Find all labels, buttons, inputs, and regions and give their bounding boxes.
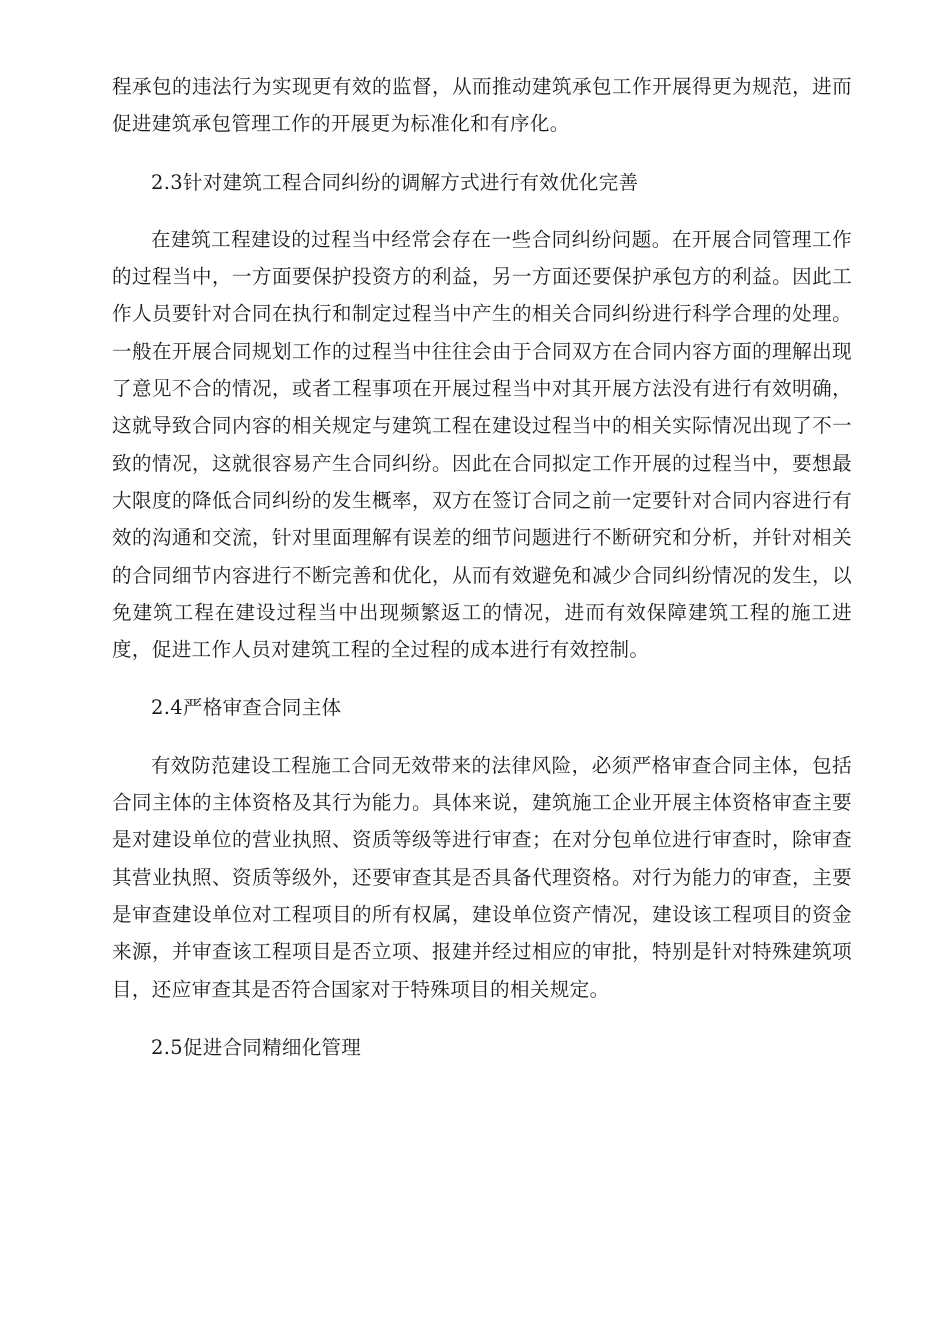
section-heading-2-4: 2.4严格审查合同主体 bbox=[151, 696, 342, 720]
document-page bbox=[112, 68, 852, 1066]
spacer bbox=[112, 143, 852, 164]
paragraph-contract-disputes: 在建筑工程建设的过程当中经常会存在一些合同纠纷问题。在开展合同管理工作的过程当中，一方面要保护投资方的利益，另一方面还要保护承包方的利益。因此工作人员要针对合同在执行和制定过程当中产生的相关合同纠纷进行科学合理的处理。一般在开展合同规划工作的过程当中往往会由于合同双方在合同内容方面的理解出现了意见不合的情况，或者工程事项在开展过程当中对其开展方法没有进行有效明确，这就导致合同内容的相关规定与建筑工程在建设过程当中的相关实际情况出现了不一致的情况，这就很容易产生合同纠纷。因此在合同拟定工作开展的过程当中，要想最大限度的降低合同纠纷的发生概率，双方在签订合同之前一定要针对合同内容进行有效的沟通和交流，针对里面理解有误差的细节问题进行不断研究和分析，并针对相关的合同细节内容进行不断完善和优化，从而有效避免和减少合同纠纷情况的发生，以免建筑工程在建设过程当中出现频繁返工的情况，进而有效保障建筑工程的施工进度，促进工作人员对建筑工程的全过程的成本进行有效控制。 bbox=[112, 227, 852, 662]
section-heading-2-3: 2.3针对建筑工程合同纠纷的调解方式进行有效优化完善 bbox=[151, 170, 639, 194]
paragraph-contract-subject-review: 有效防范建设工程施工合同无效带来的法律风险，必须严格审查合同主体，包括合同主体的主体资格及其行为能力。具体来说，建筑施工企业开展主体资格审查主要是对建设单位的营业执照、资质等级等进行审查；在对分包单位进行审查时，除审查其营业执照、资质等级外，还要审查其是否具备代理资格。对行为能力的审查，主要是审查建设单位对工程项目的所有权属，建设单位资产情况，建设该工程项目的资金来源，并审查该工程项目是否立项、报建并经过相应的审批，特别是针对特殊建筑项目，还应审查其是否符合国家对于特殊项目的相关规定。 bbox=[112, 753, 852, 1001]
spacer bbox=[112, 727, 852, 747]
spacer bbox=[112, 668, 852, 689]
spacer bbox=[112, 201, 852, 221]
spacer bbox=[112, 1008, 852, 1029]
section-heading-2-5: 2.5促进合同精细化管理 bbox=[151, 1035, 362, 1059]
paragraph-continuation: 程承包的违法行为实现更有效的监督，从而推动建筑承包工作开展得更为规范，进而促进建筑承包管理工作的开展更为标准化和有序化。 bbox=[112, 75, 852, 136]
